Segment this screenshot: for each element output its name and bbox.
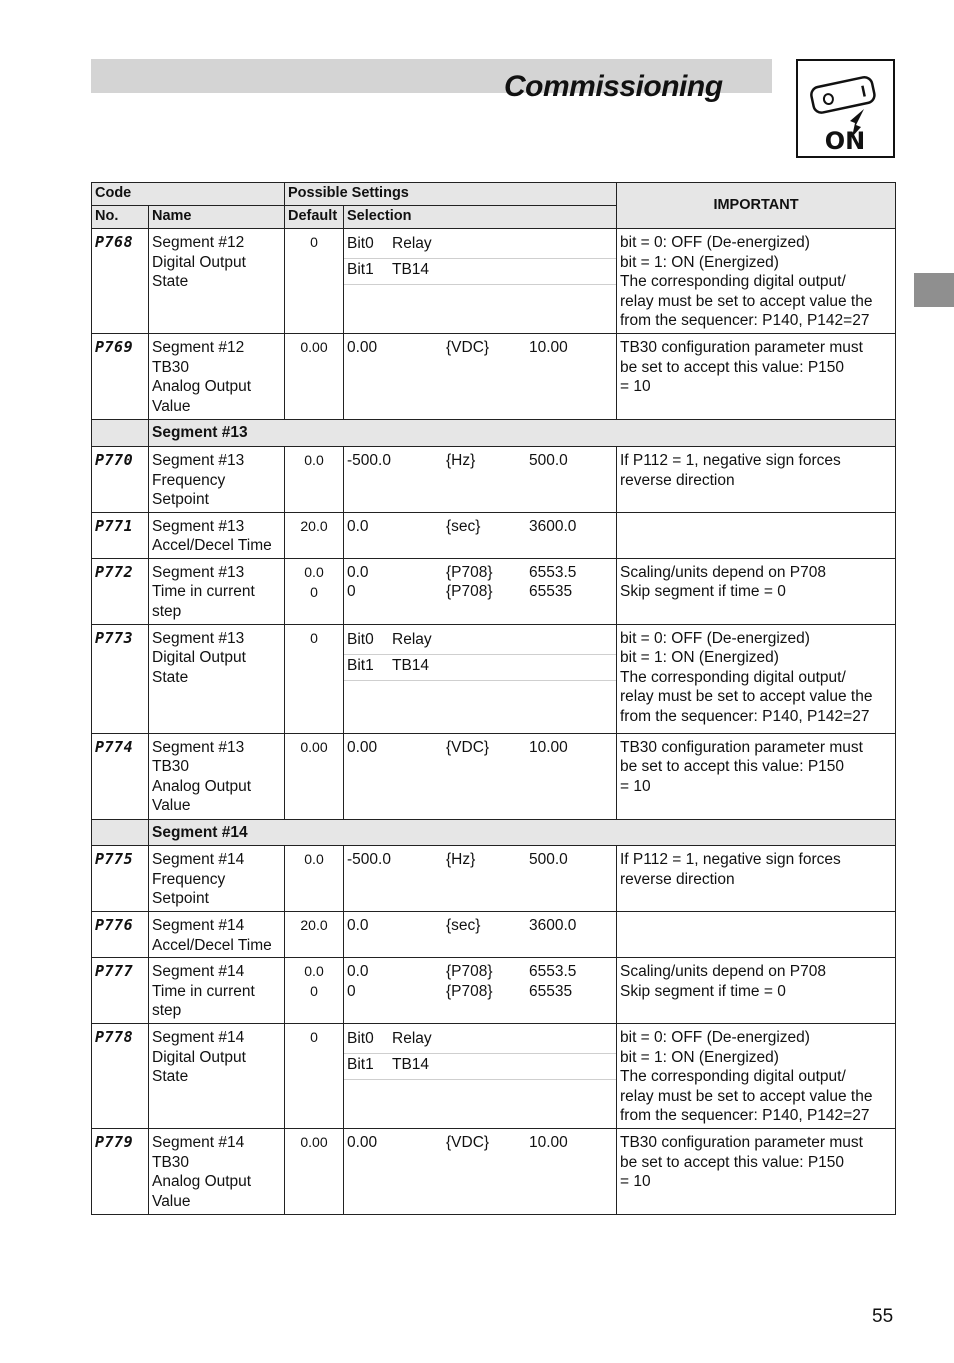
param-name: Segment #13 Time in current step — [152, 563, 255, 620]
bit-label: Bit0 — [347, 630, 374, 648]
header-selection: Selection — [344, 206, 617, 229]
header-important: IMPORTANT — [617, 183, 896, 229]
bit-value: Relay — [392, 1030, 432, 1047]
param-important: TB30 configuration parameter must be set to accept this value: P150 = 10 — [620, 1134, 863, 1190]
param-code: P771 — [92, 512, 149, 558]
segment-label: Segment #14 — [149, 819, 896, 846]
range-unit: {P708} {P708} — [446, 563, 493, 600]
parameter-table — [91, 182, 896, 1215]
bit-value: TB14 — [392, 261, 430, 278]
range-max: 3600.0 — [529, 917, 577, 934]
table-row — [92, 733, 896, 819]
range-max: 10.00 — [529, 1134, 568, 1151]
range-min: 0.0 0 — [347, 563, 369, 600]
param-default: 0.00 — [285, 733, 344, 819]
table-row — [92, 912, 896, 958]
chapter-tab — [914, 273, 954, 307]
range-unit: {Hz} — [446, 452, 476, 469]
table-row — [92, 1129, 896, 1215]
table-row — [92, 624, 896, 733]
param-default: 0.00 — [285, 1129, 344, 1215]
range-unit: {Hz} — [446, 851, 476, 868]
header-code: Code — [92, 183, 285, 206]
param-important: Scaling/units depend on P708 Skip segment if time = 0 — [620, 963, 826, 1000]
range-min: -500.0 — [347, 851, 391, 868]
param-code: P772 — [92, 558, 149, 624]
bit-value: TB14 — [392, 656, 430, 674]
bit-value: Relay — [392, 235, 432, 252]
table-row — [92, 229, 896, 334]
segment-row — [92, 420, 896, 447]
param-name: Segment #13 Accel/Decel Time — [152, 517, 272, 554]
param-important: bit = 0: OFF (De-energized) bit = 1: ON (Energized) The corresponding digital output/ relay must be set to accept value the from the sequencer: P140, P142=27 — [620, 234, 873, 329]
param-code: P779 — [92, 1129, 149, 1215]
table-row — [92, 558, 896, 624]
range-unit: {VDC} — [446, 1134, 490, 1151]
range-unit: {sec} — [446, 517, 481, 535]
param-code: P776 — [92, 912, 149, 958]
param-default: 0 — [285, 1024, 344, 1129]
param-code: P774 — [92, 733, 149, 819]
param-default: 0.0 — [285, 846, 344, 912]
bit-value: Relay — [392, 630, 432, 648]
table-row — [92, 447, 896, 513]
range-min: 0.0 — [347, 517, 369, 535]
param-name: Segment #14 Accel/Decel Time — [152, 917, 272, 954]
param-important: Scaling/units depend on P708 Skip segment if time = 0 — [620, 563, 826, 600]
param-important: TB30 configuration parameter must be set to accept this value: P150 = 10 — [620, 339, 863, 395]
segment-row — [92, 819, 896, 846]
param-default: 0 — [285, 624, 344, 733]
range-min: 0.0 — [347, 917, 369, 934]
range-min: -500.0 — [347, 452, 391, 469]
param-name: Segment #13 Digital Output State — [152, 629, 246, 686]
bit-label: Bit1 — [347, 656, 374, 674]
param-code: P773 — [92, 624, 149, 733]
range-unit: {VDC} — [446, 738, 490, 756]
param-important: TB30 configuration parameter must be set to accept this value: P150 = 10 — [620, 738, 863, 795]
header-default: Default — [285, 206, 344, 229]
param-code: P778 — [92, 1024, 149, 1129]
range-max: 6553.5 65535 — [529, 963, 577, 1000]
bit-value: TB14 — [392, 1056, 430, 1073]
param-default: 0.0 0 — [304, 963, 324, 999]
range-min: 0.00 — [347, 1134, 378, 1151]
table-row — [92, 334, 896, 420]
range-max: 500.0 — [529, 452, 568, 469]
table-row — [92, 958, 896, 1024]
bit-label: Bit1 — [347, 1056, 374, 1073]
page-number: 55 — [872, 1306, 894, 1327]
param-important: bit = 0: OFF (De-energized) bit = 1: ON (Energized) The corresponding digital output/ relay must be set to accept value the from the sequencer: P140, P142=27 — [620, 1029, 873, 1124]
param-default: 0.0 0 — [304, 563, 324, 600]
bit-label: Bit0 — [347, 1030, 374, 1047]
param-default: 0.0 — [285, 447, 344, 513]
power-switch-icon — [796, 59, 895, 158]
param-name: Segment #14 Digital Output State — [152, 1029, 246, 1085]
param-name: Segment #14 Frequency Setpoint — [152, 851, 245, 907]
param-important: If P112 = 1, negative sign forces reverse direction — [620, 452, 841, 489]
range-unit: {P708} {P708} — [446, 963, 493, 1000]
table-row — [92, 512, 896, 558]
range-unit: {VDC} — [446, 339, 490, 356]
range-min: 0.00 — [347, 339, 378, 356]
page-title: Commissioning — [504, 70, 723, 103]
param-code: P768 — [92, 229, 149, 334]
header-name: Name — [149, 206, 285, 229]
param-name: Segment #14 Time in current step — [152, 963, 255, 1019]
range-min: 0.00 — [347, 738, 378, 756]
range-unit: {sec} — [446, 917, 481, 934]
param-name: Segment #14 TB30 Analog Output Value — [152, 1134, 252, 1210]
bit-label: Bit1 — [347, 261, 374, 278]
range-min: 0.0 0 — [347, 963, 369, 1000]
table-row — [92, 1024, 896, 1129]
param-code: P777 — [92, 958, 149, 1024]
range-max: 6553.5 65535 — [529, 563, 577, 600]
param-default: 20.0 — [285, 512, 344, 558]
table-row — [92, 846, 896, 912]
param-default: 0.00 — [285, 334, 344, 420]
header-no: No. — [92, 206, 149, 229]
range-max: 10.00 — [529, 339, 568, 356]
segment-label: Segment #13 — [149, 420, 896, 447]
param-name: Segment #13 Frequency Setpoint — [152, 452, 245, 508]
param-name: Segment #13 TB30 Analog Output Value — [152, 738, 252, 814]
range-max: 10.00 — [529, 738, 568, 756]
param-code: P770 — [92, 447, 149, 513]
range-max: 3600.0 — [529, 517, 577, 535]
param-default: 0 — [285, 229, 344, 334]
param-default: 20.0 — [285, 912, 344, 958]
param-important: bit = 0: OFF (De-energized) bit = 1: ON (Energized) The corresponding digital output/ relay must be set to accept value the from the sequencer: P140, P142=27 — [620, 629, 873, 725]
on-label: ON — [824, 127, 866, 155]
param-important: If P112 = 1, negative sign forces reverse direction — [620, 851, 841, 888]
bit-label: Bit0 — [347, 235, 374, 252]
param-code: P775 — [92, 846, 149, 912]
param-name: Segment #12 Digital Output State — [152, 234, 246, 290]
range-max: 500.0 — [529, 851, 568, 868]
param-name: Segment #12 TB30 Analog Output Value — [152, 339, 252, 415]
header-possible-settings: Possible Settings — [285, 183, 617, 206]
param-code: P769 — [92, 334, 149, 420]
